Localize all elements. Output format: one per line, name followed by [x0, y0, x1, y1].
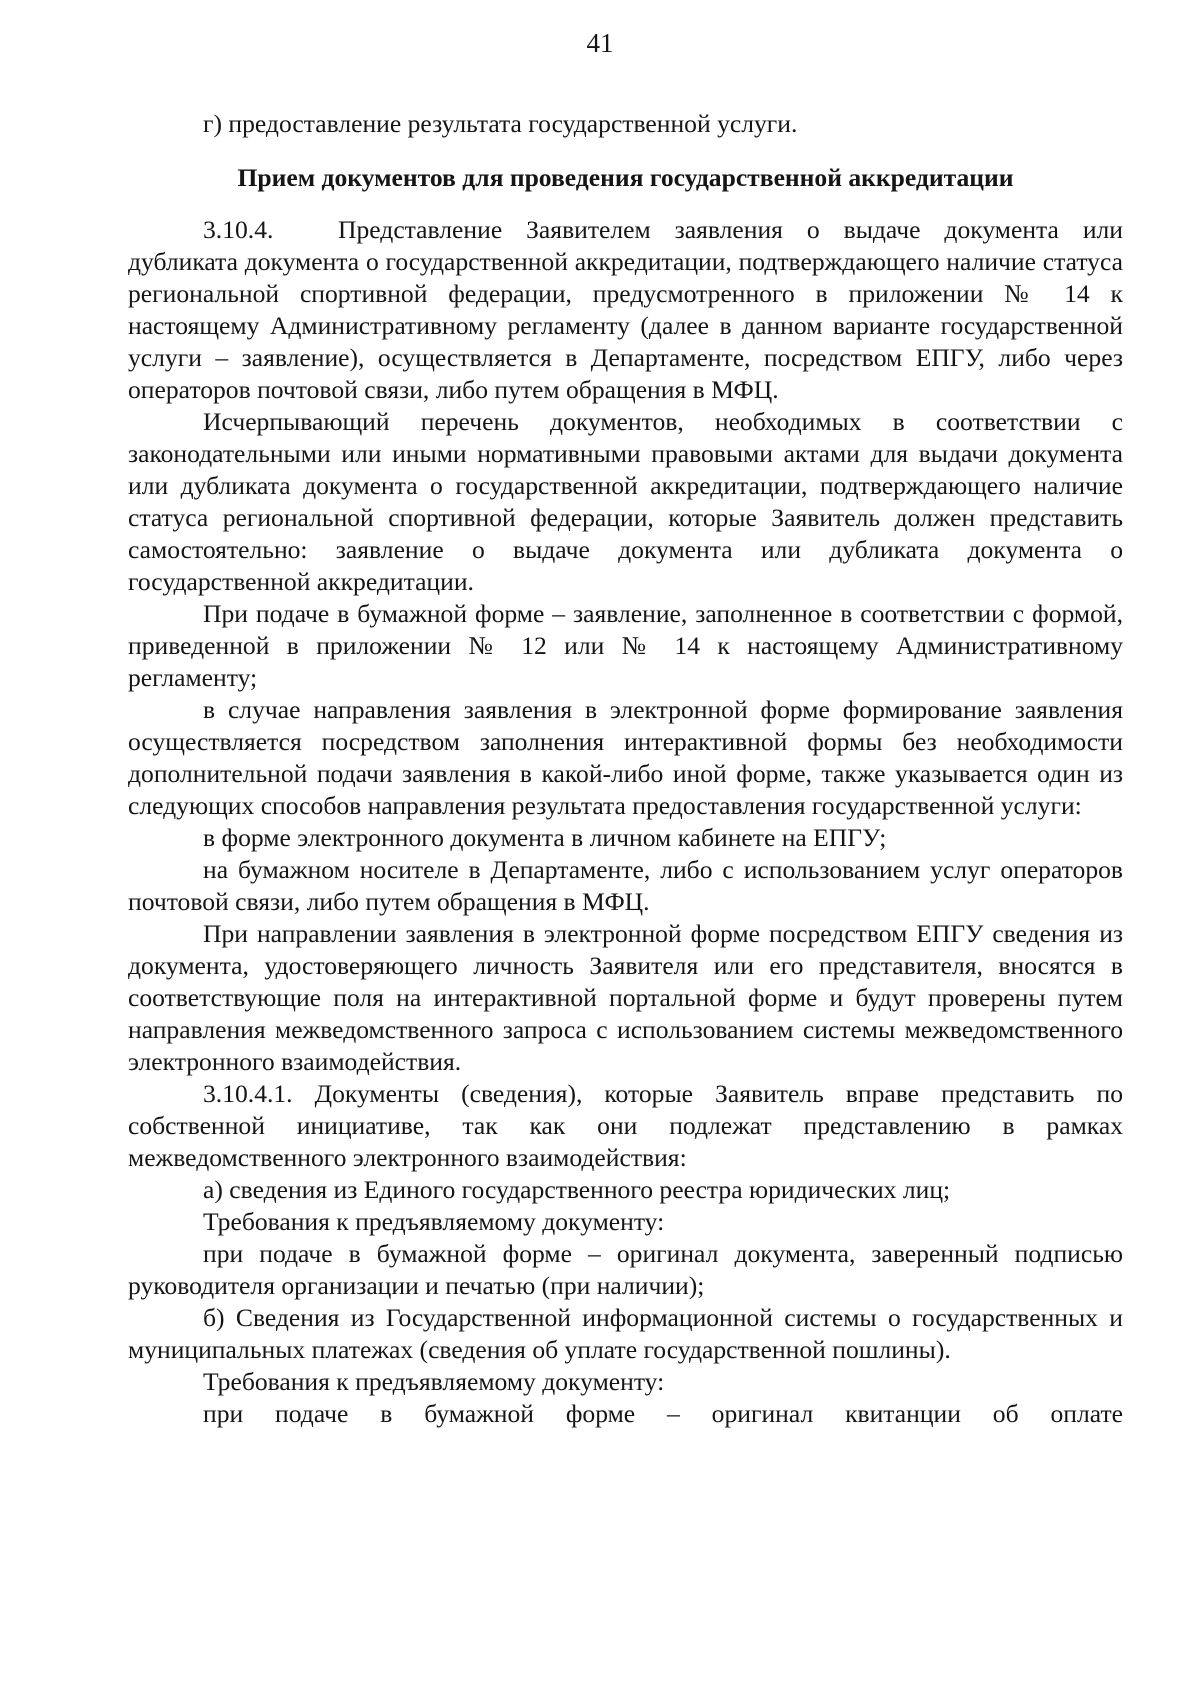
- list-item-b: б) Сведения из Государственной информационной системы о государственных и муниципальных платежах (сведения об уплате государственной пошлины).: [128, 1303, 1123, 1364]
- paragraph-result-epgu: в форме электронного документа в личном кабинете на ЕПГУ;: [203, 823, 887, 852]
- paragraph-text: Представление Заявителем заявления о выдаче документа или дубликата документа о государственной аккредитации, подтверждающего наличие статуса региональной спортивной федерации, предусмотренного в приложении № 14 к настоящему Административному регламенту (далее в данном варианте государственной услуги – заявление), осуществляется в Департаменте, посредством ЕПГУ, либо через операторов почтовой связи, либо путем обращения в МФЦ.: [128, 215, 1123, 404]
- paragraph-requirements-2: Требования к предъявляемому документу:: [203, 1367, 665, 1396]
- paragraph-paper-form: При подаче в бумажной форме – заявление, заполненное в соответствии с формой, приведенной в приложении № 12 или № 14 к настоящему Административному регламенту;: [128, 599, 1123, 692]
- paragraph-3-10-4: [128, 214, 1123, 406]
- paragraph-paper-receipt: при подаче в бумажной форме – оригинал квитанции об оплате: [203, 1399, 1123, 1428]
- section-heading: Прием документов для проведения государственной аккредитации: [237, 163, 1014, 192]
- paragraph-exhaustive-list: Исчерпывающий перечень документов, необходимых в соответствии с законодательными или иными нормативными правовыми актами для выдачи документа или дубликата документа о государственной аккредитации, подтверждающего наличие статуса региональной спортивной федерации, которые Заявитель должен представить самостоятельно: заявление о выдаче документа или дубликата документа о государственной аккредитации.: [128, 407, 1123, 596]
- clause-number: 3.10.4.: [203, 215, 274, 244]
- list-item-a: а) сведения из Единого государственного реестра юридических лиц;: [203, 1175, 951, 1204]
- paragraph-electronic-form: в случае направления заявления в электронной форме формирование заявления осуществляется посредством заполнения интерактивной формы без необходимости дополнительной подачи заявления в какой-либо иной форме, также указывается один из следующих способов направления результата предоставления государственной услуги:: [128, 695, 1123, 820]
- paragraph-epgu-identity: При направлении заявления в электронной форме посредством ЕПГУ сведения из документа, удостоверяющего личность Заявителя или его представителя, вносятся в соответствующие поля на интерактивной портальной форме и будут проверены путем направления межведомственного запроса с использованием системы межведомственного электронного взаимодействия.: [128, 919, 1123, 1076]
- list-item-g: г) предоставление результата государственной услуги.: [203, 109, 798, 138]
- paragraph-3-10-4-1: 3.10.4.1. Документы (сведения), которые Заявитель вправе представить по собственной инициативе, так как они подлежат представлению в рамках межведомственного электронного взаимодействия:: [128, 1079, 1123, 1172]
- page-number: 41: [586, 28, 614, 58]
- paragraph-requirements-1: Требования к предъявляемому документу:: [203, 1207, 665, 1236]
- document-body: [128, 108, 1123, 1430]
- paragraph-result-paper: на бумажном носителе в Департаменте, либо с использованием услуг операторов почтовой связи, либо путем обращения в МФЦ.: [128, 855, 1123, 916]
- paragraph-paper-original: при подаче в бумажной форме – оригинал документа, заверенный подписью руководителя организации и печатью (при наличии);: [128, 1239, 1123, 1300]
